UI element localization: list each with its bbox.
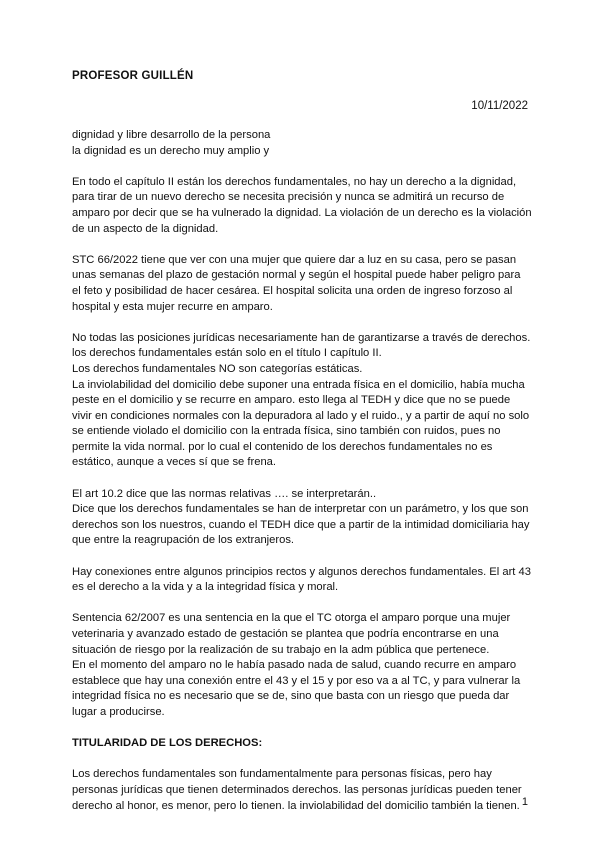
paragraph-intro-2: la dignidad es un derecho muy amplio y: [72, 144, 270, 157]
paragraph-categorias-estaticas: Los derechos fundamentales NO son categorías estáticas.: [72, 362, 363, 375]
page-number: 1: [521, 796, 528, 808]
paragraph-interpretacion: Dice que los derechos fundamentales se han de interpretar con un parámetro, y los que son derechos son los nuestros, cuando el TEDH dice que a partir de la intimidad domiciliaria hay que entre la reagrupación de los extranjeros.: [72, 503, 530, 547]
document-title: PROFESOR GUILLÉN: [72, 70, 194, 82]
paragraph-capitulo-ii: En todo el capítulo II están los derechos fundamentales, no hay un derecho a la dignidad, para tirar de un nuevo derecho se necesita precisión y nunca se admitirá un recurso de amparo por decir que se ha vulnerado la dignidad. La violación de un derecho es la violación de un aspecto de la dignidad.: [72, 175, 532, 235]
document-body: [72, 128, 532, 814]
paragraph-titularidad: Los derechos fundamentales son fundamentalmente para personas físicas, pero hay personas jurídicas que tienen determinados derechos. las personas jurídicas pueden tener derecho al honor, es menor, pero lo tienen. la inviolabilidad del domicilio también la tienen.: [72, 768, 522, 812]
paragraph-conexiones: Hay conexiones entre algunos principios rectos y algunos derechos fundamentales. El art 43 es el derecho a la vida y a la integridad física y moral.: [72, 565, 531, 594]
paragraph-art-10-2: El art 10.2 dice que las normas relativas …. se interpretarán..: [72, 487, 377, 500]
paragraph-intro-1: dignidad y libre desarrollo de la persona: [72, 129, 271, 141]
paragraph-posiciones-juridicas: No todas las posiciones jurídicas necesariamente han de garantizarse a través de derechos. los derechos fundamentales están solo en el título I capítulo II.: [72, 331, 531, 360]
section-heading-titularidad: TITULARIDAD DE LOS DERECHOS:: [72, 737, 263, 750]
paragraph-inviolabilidad-domicilio: La inviolabilidad del domicilio debe suponer una entrada física en el domicilio, había mucha peste en el domicilio y se recurre en amparo. esto llega al TEDH y dice que no se puede vivir en condiciones normales con la depuradora al lado y el ruido., y a partir de aquí no solo se entiende violado el domicilio con la entrada física, sino también con ruidos, pues no permite la vida normal. por lo cual el contenido de los derechos fundamentales no es estático, aunque a veces sí que se frena.: [72, 378, 530, 469]
document-date: 10/11/2022: [471, 100, 528, 112]
paragraph-momento-amparo: En el momento del amparo no le había pasado nada de salud, cuando recurre en amparo establece que hay una conexión entre el 43 y el 15 y por eso va a al TC, y para vulnerar la integridad física no es necesario que se de, sino que basta con un riesgo que pueda dar lugar a producirse.: [72, 659, 521, 718]
paragraph-sentencia-62-2007: Sentencia 62/2007 es una sentencia en la que el TC otorga el amparo porque una mujer veterinaria y avanzado estado de gestación se plantea que podría encontrarse en una situación de riesgo por la realización de su trabajo en la adm pública que pertenece.: [72, 612, 511, 656]
paragraph-stc-66-2022: STC 66/2022 tiene que ver con una mujer que quiere dar a luz en su casa, pero se pasan unas semanas del plazo de gestación normal y según el hospital puede haber peligro para el feto y posibilidad de hacer cesárea. El hospital solicita una orden de ingreso forzoso al hospital y esta mujer recurre en amparo.: [72, 253, 521, 313]
